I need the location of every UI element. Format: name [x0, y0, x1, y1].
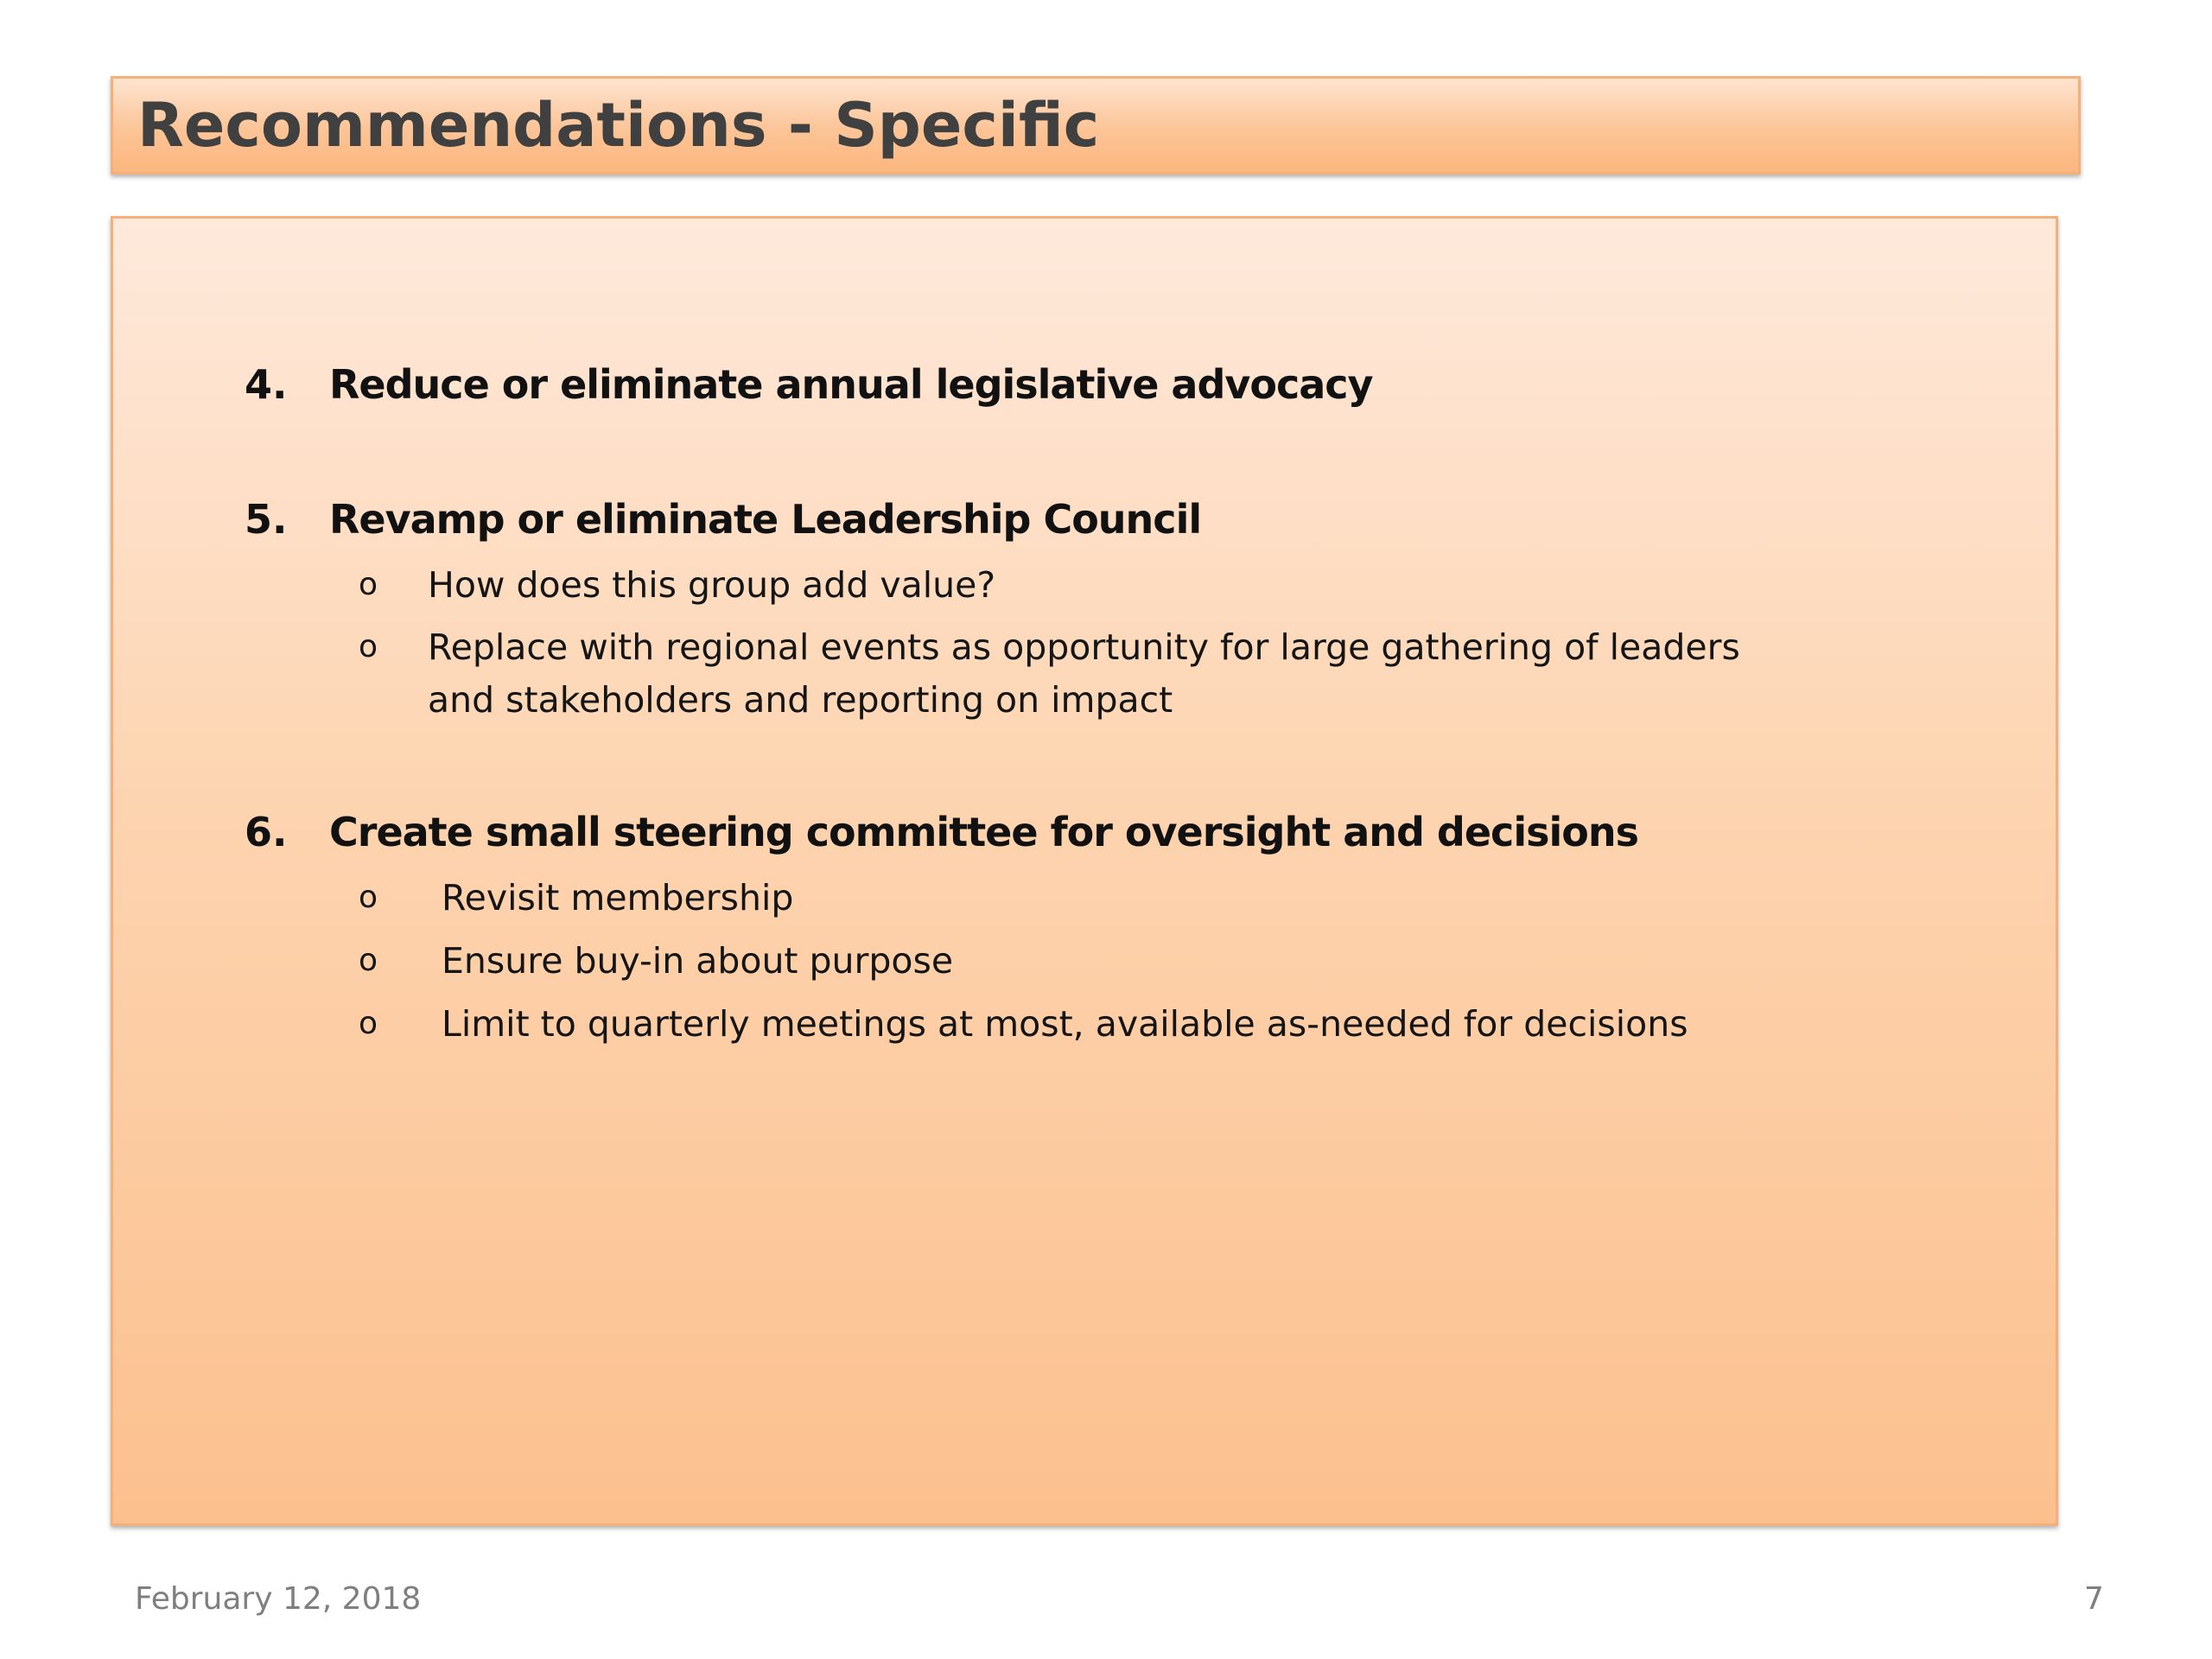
- item-heading: Create small steering committee for oversight and decisions: [329, 809, 1638, 855]
- content-box: [111, 216, 2058, 1526]
- page-number: 7: [2084, 1581, 2104, 1617]
- footer-date: February 12, 2018: [135, 1581, 422, 1617]
- circle-bullet-icon: o: [359, 943, 378, 978]
- item-heading: Reduce or eliminate annual legislative advocacy: [329, 361, 1373, 408]
- item-number: 4.: [245, 361, 288, 408]
- item-heading: Revamp or eliminate Leadership Council: [329, 496, 1202, 543]
- sub-item-text: Ensure buy-in about purpose: [442, 940, 954, 982]
- item-number: 5.: [245, 496, 288, 543]
- circle-bullet-icon: o: [359, 1006, 378, 1041]
- circle-bullet-icon: o: [359, 629, 378, 664]
- sub-item-text: Replace with regional events as opportunity for large gathering of leaders: [428, 626, 1740, 668]
- circle-bullet-icon: o: [359, 880, 378, 915]
- circle-bullet-icon: o: [359, 567, 378, 602]
- slide-title-bar: [111, 76, 2081, 175]
- item-number: 6.: [245, 809, 288, 855]
- slide-title: Recommendations - Specific: [137, 90, 1100, 161]
- sub-item-text: Revisit membership: [442, 877, 794, 918]
- sub-item-text: Limit to quarterly meetings at most, available as-needed for decisions: [442, 1003, 1688, 1045]
- sub-item-text: and stakeholders and reporting on impact: [428, 679, 1173, 721]
- sub-item-text: How does this group add value?: [428, 564, 996, 606]
